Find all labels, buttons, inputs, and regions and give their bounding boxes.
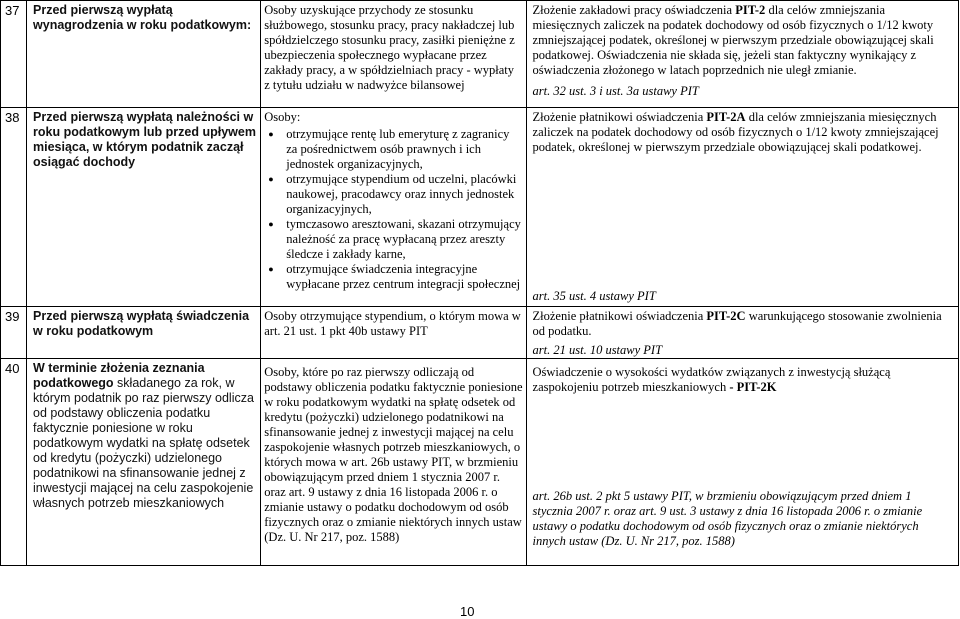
taxpayer-text: Osoby uzyskujące przychody ze stosunku służbowego, stosunku pracy, pracy nakładczej lub spółdzielczego stosunku pracy, zasiłki pieniężne z ubezpieczenia społecznego wypłacane przez zakłady pracy, a w spółdzielniach pracy - wypłaty z tytułu udziału w nadwyżce bilansowej — [264, 3, 515, 92]
row-number-cell — [1, 108, 27, 307]
row-number: 38 — [5, 110, 20, 125]
table-row — [1, 307, 959, 359]
table-row — [1, 108, 959, 307]
deadline-text: Przed pierwszą wypłatą należności w roku podatkowym lub przed upływem miesiąca, w którym podatnik zaczął osiągać dochody — [33, 110, 256, 169]
page-number: 10 — [460, 604, 475, 619]
taxpayer-text: Osoby, które po raz pierwszy odliczają od podstawy obliczenia podatku faktycznie poniesione w roku podatkowym wydatki na spłatę odsetek od kredytu (pożyczki) udzielonego podatnikowi na sfinansowanie jednej z inwestycji mającej na celu zaspokojenie własnych potrzeb mieszkaniowych, o których mowa w art. 26b ustawy PIT, w brzmieniu obowiązującym przed dniem 1 stycznia 2007 r. oraz art. 9 ustawy z dnia 16 listopada 2006 r. o zmianie ustawy o podatku dochodowym od osób fizycznych oraz o zmianie niektórych innych ustaw (Dz. U. Nr 217, poz. 1588) — [264, 365, 523, 544]
deadline-text: Przed pierwszą wypłatą wynagrodzenia w roku podatkowym: — [33, 3, 252, 32]
form-name: PIT-2 — [735, 3, 766, 17]
legal-reference: art. 35 ust. 4 ustawy PIT — [532, 289, 656, 303]
row-number-cell — [1, 1, 27, 108]
deadline-cell — [27, 307, 261, 359]
list-item: ● otrzymujące świadczenia integracyjne wypłacane przez centrum integracji społecznej — [286, 262, 522, 292]
obligation-text: Złożenie płatnikowi oświadczenia PIT-2A dla celów zmniejszania miesięcznych zaliczek na podatek dochodowy od osób fizycznych o 1/12 kwoty zmniejszającej podatek, określonej w pierwszym przedziale obowiązującej skali podatkowej. — [532, 110, 939, 154]
deadline-cell — [27, 108, 261, 307]
deadline-cell — [27, 1, 261, 108]
row-number: 37 — [5, 3, 20, 18]
list-item: ● tymczasowo aresztowani, skazani otrzymujący należność za pracę wypłacaną przez areszty śledcze i zakłady karne, — [286, 217, 522, 262]
taxpayer-cell — [261, 1, 526, 108]
obligation-cell — [526, 108, 958, 307]
taxpayer-text: Osoby otrzymujące stypendium, o którym mowa w art. 21 ust. 1 pkt 40b ustawy PIT — [264, 309, 521, 338]
obligation-cell — [526, 1, 958, 108]
deadline-detail: składanego za rok, w którym podatnik po raz pierwszy odlicza od podstawy obliczenia podatku faktycznie poniesione w roku podatkowym wydatki na spłatę odsetek od kredytu (pożyczki) udzielonego podatnikowi na sfinansowanie jednej z inwestycji mającej na celu zaspokojenie własnych potrzeb mieszkaniowych — [33, 376, 254, 510]
taxpayer-cell — [261, 359, 526, 566]
legal-reference: art. 32 ust. 3 i ust. 3a ustawy PIT — [532, 84, 699, 98]
list-item: ● otrzymujące rentę lub emeryturę z zagranicy za pośrednictwem osób prawnych i ich jednostek organizacyjnych, — [286, 127, 522, 172]
taxpayer-cell — [261, 108, 526, 307]
obligation-cell — [526, 307, 958, 359]
taxpayer-cell — [261, 307, 526, 359]
table-row — [1, 359, 959, 566]
row-number: 39 — [5, 309, 20, 324]
obligation-text: Oświadczenie o wysokości wydatków związanych z inwestycją służącą zaspokojeniu potrzeb mieszkaniowych - PIT-2K — [532, 365, 891, 394]
deadline-text: Przed pierwszą wypłatą świadczenia w roku podatkowym — [33, 309, 250, 338]
list-item: ● otrzymujące stypendium od uczelni, placówki naukowej, pracodawcy oraz innych jednostek organizacyjnych, — [286, 172, 522, 217]
legal-reference: art. 21 ust. 10 ustawy PIT — [532, 343, 663, 357]
row-number-cell — [1, 359, 27, 566]
deadline-cell — [27, 359, 261, 566]
legal-reference: art. 26b ust. 2 pkt 5 ustawy PIT, w brzmieniu obowiązującym przed dniem 1 stycznia 2007 r. oraz art. 9 ust. 3 ustawy z dnia 16 listopada 2006 r. o zmianie ustawy o podatku dochodowym od osób fizycznych oraz o zmianie niektórych innych ustaw (Dz. U. Nr 217, poz. 1588) — [532, 489, 923, 548]
row-number: 40 — [5, 361, 20, 376]
deadline-text: W terminie złożenia zeznania podatkowego — [33, 361, 205, 390]
obligation-text: Złożenie płatnikowi oświadczenia PIT-2C warunkującego stosowanie zwolnienia od podatku. — [532, 309, 942, 338]
form-name: PIT-2A — [706, 110, 746, 124]
obligation-text: Złożenie zakładowi pracy oświadczenia PIT-2 dla celów zmniejszania miesięcznych zaliczek na podatek dochodowy od osób fizycznych o 1/12 kwoty zmniejszającej podatek, określonej w pierwszym przedziale obowiązującej skali podatkowej. Oświadczenia nie składa się, jeżeli stan faktyczny wynikający z oświadczenia złożonego w latach poprzednich nie uległ zmianie. art. 32 ust. 3 i ust. 3a ustawy PIT — [527, 1, 958, 99]
form-name: - PIT-2K — [729, 380, 777, 394]
row-number-cell — [1, 307, 27, 359]
taxpayer-list — [264, 127, 522, 292]
taxpayer-text: Osoby: ● otrzymujące rentę lub emeryturę z zagranicy za pośrednictwem osób prawnych i ich jednostek organizacyjnych, ● otrzymujące stypendium od uczelni, placówki naukowej, pracodawcy oraz innych jednostek organizacyjnych, ● tymczasowo aresztowani, skazani otrzymujący należność za pracę wypłacaną przez areszty śledcze i zakłady karne, ● otrzymujące świadczenia integracyjne wypłacane przez centrum integracji społecznej — [261, 108, 525, 292]
obligation-cell — [526, 359, 958, 566]
form-name: PIT-2C — [706, 309, 746, 323]
table-row — [1, 1, 959, 108]
